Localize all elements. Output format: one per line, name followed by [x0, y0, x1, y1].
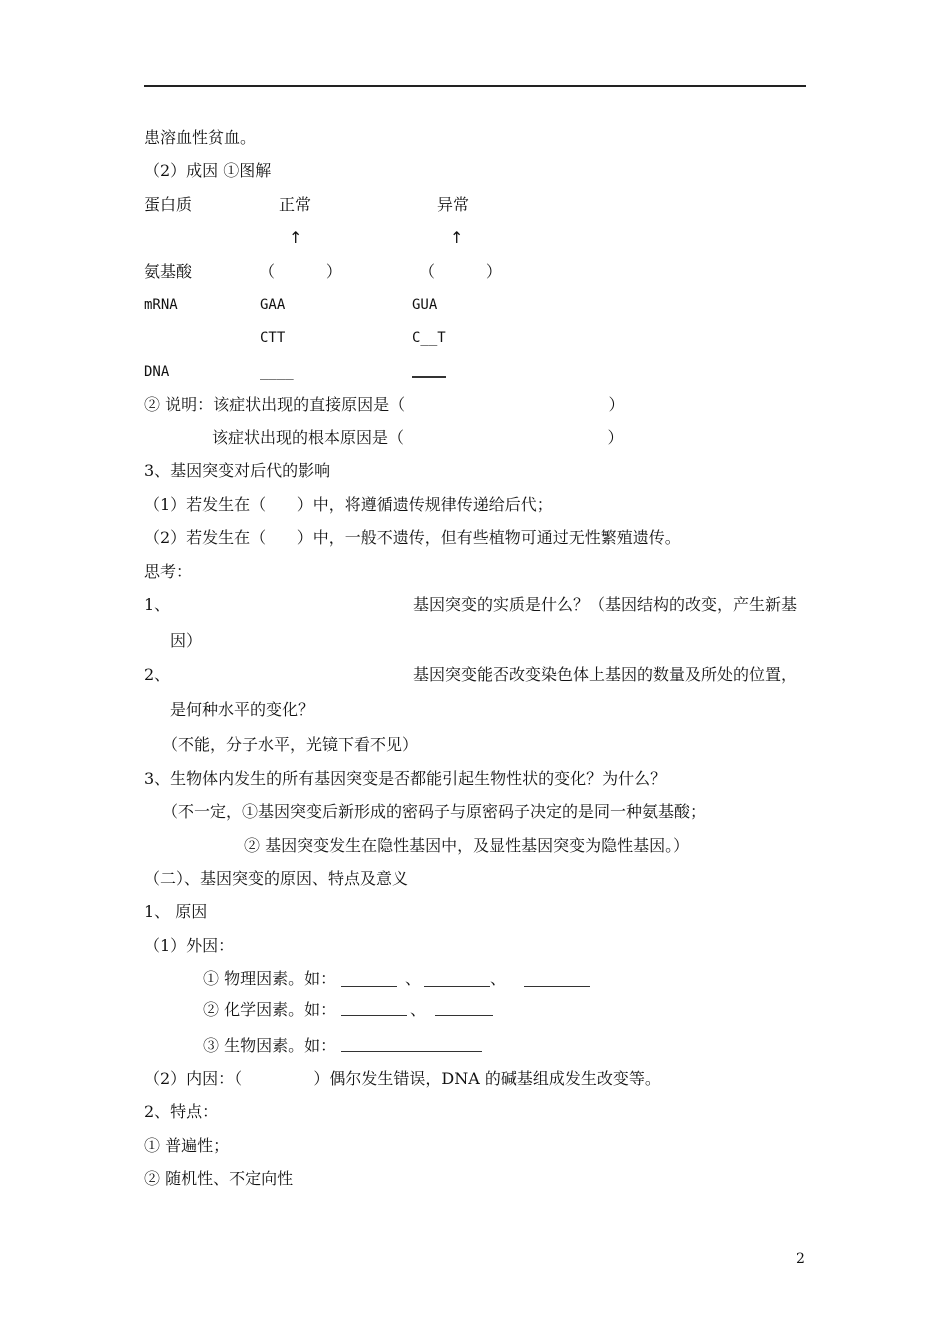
- text-line: （2）成因 ①图解: [144, 161, 272, 180]
- diagram-label-dna: DNA: [144, 364, 170, 380]
- diagram-label-mrna: mRNA: [144, 297, 178, 313]
- answer-text: （不一定，①基因突变后新形成的密码子与原密码子决定的是同一种氨基酸；: [162, 802, 707, 821]
- text-line: 1、 原因: [144, 902, 208, 921]
- separator: 、: [490, 969, 507, 988]
- amino-acid-blank-normal: （ ）: [259, 262, 342, 281]
- arrow-up-icon: ↑: [450, 228, 464, 247]
- question-number: 1、: [144, 595, 171, 614]
- separator: 、: [410, 1000, 427, 1019]
- fill-blank: [341, 1015, 407, 1016]
- fill-blank: [424, 986, 490, 987]
- text-line: ② 说明：该症状出现的直接原因是（ ）: [144, 395, 625, 414]
- section-heading: （二）、基因突变的原因、特点及意义: [144, 869, 409, 888]
- physical-factors: ① 物理因素。如：: [203, 969, 337, 988]
- diagram-abnormal: 异常: [437, 195, 470, 214]
- question-text: 基因突变能否改变染色体上基因的数量及所处的位置，: [413, 665, 798, 684]
- page-number: 2: [796, 1251, 805, 1267]
- text-line: （2）若发生在（ ）中，一般不遗传，但有些植物可通过无性繁殖遗传。: [144, 528, 681, 547]
- text-line: 患溶血性贫血。: [144, 128, 257, 147]
- fill-blank: [524, 986, 590, 987]
- dna-bottom-abnormal-blank: [412, 376, 446, 378]
- chemical-factors: ② 化学因素。如：: [203, 1000, 337, 1019]
- dna-top-normal: CTT: [260, 330, 286, 346]
- fill-blank: [341, 1051, 482, 1052]
- list-item: ② 随机性、不定向性: [144, 1169, 294, 1188]
- answer-text: （不能，分子水平，光镜下看不见）: [162, 735, 419, 754]
- diagram-label-protein: 蛋白质: [144, 195, 193, 214]
- question-text: 因）: [170, 631, 203, 650]
- diagram-normal: 正常: [279, 195, 312, 214]
- mrna-abnormal: GUA: [412, 297, 438, 313]
- answer-text: ② 基因突变发生在隐性基因中，及显性基因突变为隐性基因。）: [244, 836, 690, 855]
- question-text: 基因突变的实质是什么？（基因结构的改变，产生新基: [413, 595, 798, 614]
- list-item: ① 普遍性；: [144, 1136, 230, 1155]
- text-line: 该症状出现的根本原因是（ ）: [212, 428, 624, 447]
- mrna-normal: GAA: [260, 297, 286, 313]
- amino-acid-blank-abnormal: （ ）: [419, 262, 502, 281]
- question-text: 3、生物体内发生的所有基因突变是否都能引起生物性状的变化？为什么？: [144, 769, 667, 788]
- dna-top-abnormal: C__T: [412, 330, 446, 346]
- arrow-up-icon: ↑: [289, 228, 303, 247]
- question-number: 2、: [144, 665, 171, 684]
- diagram-label-amino-acid: 氨基酸: [144, 262, 193, 281]
- text-line: 3、基因突变对后代的影响: [144, 461, 331, 480]
- text-line: （1）若发生在（ ）中，将遵循遗传规律传递给后代；: [144, 495, 553, 514]
- fill-blank: [435, 1015, 493, 1016]
- question-text: 是何种水平的变化？: [170, 700, 315, 719]
- biological-factors: ③ 生物因素。如：: [203, 1036, 337, 1055]
- text-line: 2、特点：: [144, 1102, 219, 1121]
- text-line: 思考：: [144, 562, 193, 581]
- separator: 、: [405, 969, 422, 988]
- header-rule: [144, 85, 806, 87]
- text-line: （2）内因：（ ）偶尔发生错误，DNA 的碱基组成发生改变等。: [144, 1069, 661, 1088]
- text-line: （1）外因：: [144, 936, 235, 955]
- fill-blank: [341, 986, 397, 987]
- dna-bottom-normal: ____: [260, 364, 294, 380]
